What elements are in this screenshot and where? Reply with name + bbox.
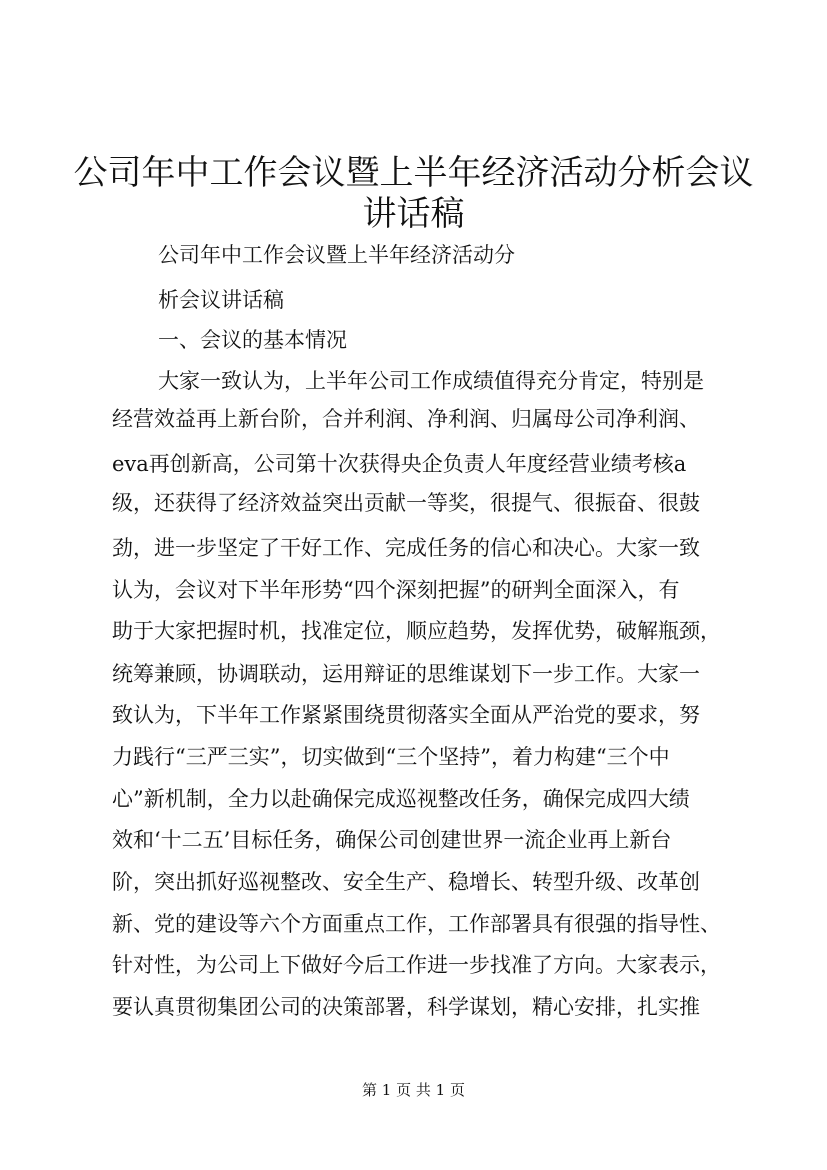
- body-line: 要认真贯彻集团公司的决策部署，科学谋划，精心安排，扎实推: [112, 995, 700, 1019]
- body-line: 效和‘十二五’目标任务，确保公司创建世界一流企业再上新台: [112, 828, 672, 852]
- body-line: 心”新机制，全力以赴确保完成巡视整改任务，确保完成四大绩: [112, 787, 690, 811]
- body-line: 劲，进一步坚定了干好工作、完成任务的信心和决心。大家一致: [112, 536, 700, 560]
- body-line: 阶，突出抓好巡视整改、安全生产、稳增长、转型升级、改革创: [112, 870, 700, 894]
- body-line: 公司年中工作会议暨上半年经济活动分: [158, 243, 515, 267]
- body-line: 针对性，为公司上下做好今后工作进一步找准了方向。大家表示，: [112, 953, 721, 977]
- document-title-line-2: 讲话稿: [362, 194, 465, 234]
- body-line: 统筹兼顾，协调联动，运用辩证的思维谋划下一步工作。大家一: [112, 662, 700, 686]
- body-line: 大家一致认为，上半年公司工作成绩值得充分肯定，特别是: [158, 369, 704, 393]
- body-line: 新、党的建设等六个方面重点工作，工作部署具有很强的指导性、: [112, 912, 721, 936]
- page-number-footer: 第 1 页 共 1 页: [362, 1081, 465, 1099]
- document-title-line-1: 公司年中工作会议暨上半年经济活动分析会议: [73, 153, 754, 193]
- section-heading: 一、会议的基本情况: [158, 328, 347, 352]
- body-line: 析会议讲话稿: [158, 288, 284, 312]
- body-line: 经营效益再上新台阶，合并利润、净利润、归属母公司净利润、: [112, 407, 700, 431]
- body-line: 致认为，下半年工作紧紧围绕贯彻落实全面从严治党的要求，努: [112, 703, 700, 727]
- body-line: 认为，会议对下半年形势“四个深刻把握”的研判全面深入，有: [112, 578, 680, 602]
- body-line: 力践行“三严三实”，切实做到“三个坚持”，着力构建“三个中: [112, 745, 670, 769]
- body-line: 级，还获得了经济效益突出贡献一等奖，很提气、很振奋、很鼓: [112, 491, 700, 515]
- body-line: eva再创新高，公司第十次获得央企负责人年度经营业绩考核a: [112, 452, 687, 476]
- body-line: 助于大家把握时机，找准定位，顺应趋势，发挥优势，破解瓶颈，: [112, 619, 721, 643]
